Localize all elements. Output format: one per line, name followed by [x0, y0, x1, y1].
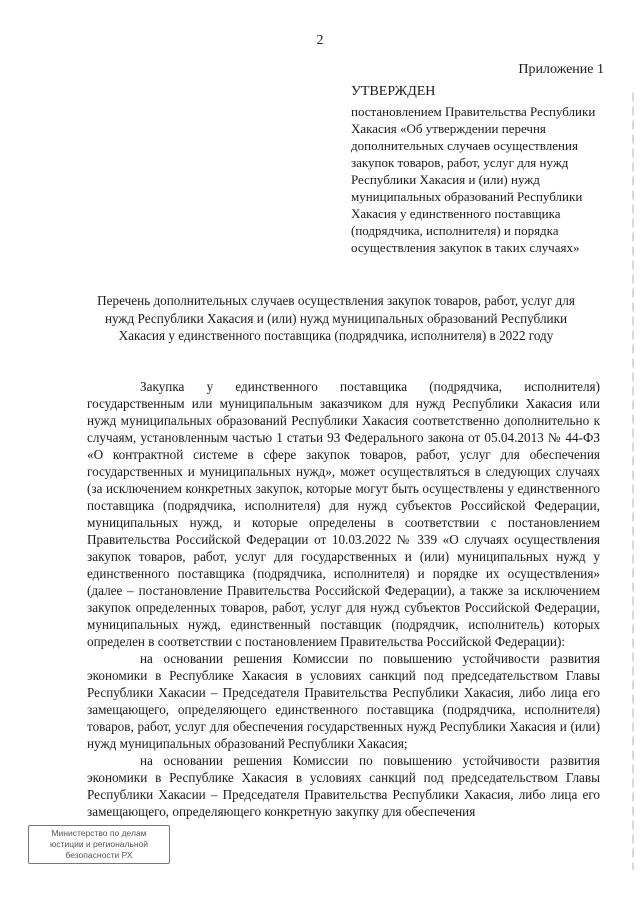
body-paragraph: Закупка у единственного поставщика (подрядчика, исполнителя) государственным или муниципальным заказчиком для нужд Республики Хакасия или нужд муниципальных образований Республики Хакасия соответственно дополнительно к случаям, установленным частью 1 статьи 93 Федерального закона от 05.04.2013 № 44-ФЗ «О контрактной системе в сфере закупок товаров, работ, услуг для обеспечения государственных и муниципальных нужд», может осуществляться в следующих случаях (за исключением конкретных закупок, которые могут быть осуществлены у единственного поставщика (подрядчика, исполнителя) для нужд субъектов Российской Федерации, муниципальных нужд, и которые определены в соответствии с постановлением Правительства Российской Федерации от 10.03.2022 № 339 «О случаях осуществления закупок товаров, работ, услуг для государственных и (или) муниципальных нужд у единственного поставщика (подрядчика, исполнителя) и порядке их осуществления» (далее – постановление Правительства Российской Федерации), а также за исключением закупок определенных товаров, работ, услуг для нужд субъектов Российской Федерации, муниципальных нужд, единственный поставщик (подрядчик, исполнитель) которых определен в соответствии с постановлением Правительства Российской Федерации): [87, 379, 600, 649]
document-title: Перечень дополнительных случаев осуществления закупок товаров, работ, услуг для нужд Республики Хакасия и (или) нужд муниципальных образований Республики Хакасия у единственного поставщика (подрядчика, исполнителя) в 2022 году [97, 293, 575, 343]
approval-block [351, 83, 611, 256]
body-paragraph: на основании решения Комиссии по повышению устойчивости развития экономики в Республике Хакасия в условиях санкций под председательством Главы Республики Хакасии – Председателя Правительства Республики Хакасия, либо лица его замещающего, определяющего единственного поставщика (подрядчика, исполнителя) товаров, работ, услуг для обеспечения государственных нужд Республики Хакасия и (или) нужд муниципальных образований Республики Хакасия; [87, 651, 600, 751]
document-body [87, 378, 600, 820]
stamp-line: Министерство по делам [51, 828, 147, 838]
approval-text: постановлением Правительства Республики Хакасия «Об утверждении перечня дополнительных случаев осуществления закупок товаров, работ, услуг для нужд Республики Хакасия и (или) нужд муниципальных образований Республики Хакасия у единственного поставщика (подрядчика, исполнителя) и порядка осуществления закупок в таких случаях» [351, 104, 596, 255]
scan-margin-artifact [632, 90, 634, 870]
registration-stamp [28, 825, 170, 864]
approval-heading: УТВЕРЖДЕН [351, 84, 436, 99]
appendix-label: Приложение 1 [518, 62, 604, 77]
stamp-line: юстиции и региональной [49, 839, 149, 849]
stamp-line: безопасности РХ [65, 850, 133, 860]
body-paragraph: на основании решения Комиссии по повышению устойчивости развития экономики в Республике Хакасия в условиях санкций под председательством Главы Республики Хакасии – Председателя Правительства Республики Хакасия, либо лица его замещающего, определяющего конкретную закупку для обеспечения [87, 753, 600, 819]
page-number: 2 [316, 33, 324, 48]
